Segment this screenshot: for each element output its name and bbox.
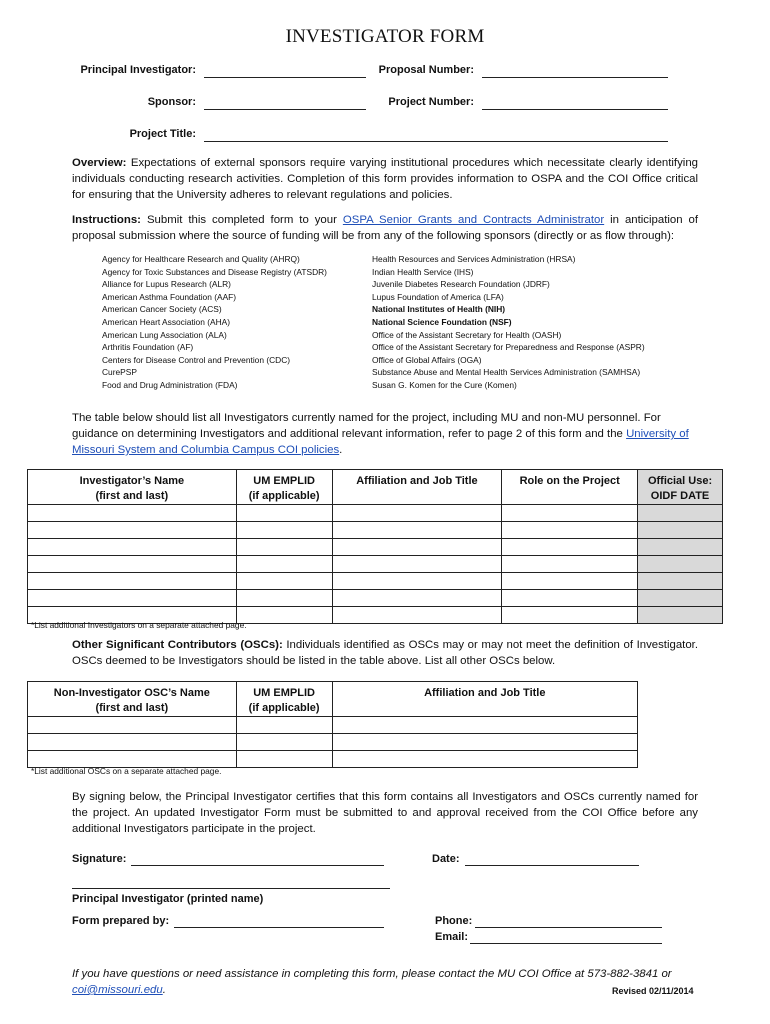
sponsor-item: Office of the Assistant Secretary for Health (OASH) bbox=[372, 329, 562, 340]
certification-paragraph: By signing below, the Principal Investigator certifies that this form contains all Investigators and OSCs currently named for the project. An updated Investigator Form must be submitted to and approval received from the COI Office before any additional Investigators participate in the project. bbox=[72, 791, 698, 835]
cell[interactable] bbox=[502, 573, 638, 590]
sponsor-item: Office of Global Affairs (OGA) bbox=[372, 354, 482, 365]
sponsor-item: Arthritis Foundation (AF) bbox=[102, 342, 194, 353]
cell bbox=[638, 556, 723, 573]
footer-end: . bbox=[162, 984, 166, 996]
cell[interactable] bbox=[28, 717, 237, 734]
cell[interactable] bbox=[502, 590, 638, 607]
pi-printed-name-label: Principal Investigator (printed name) bbox=[72, 893, 264, 905]
cell[interactable] bbox=[236, 573, 332, 590]
osc-heading: Other Significant Contributors (OSCs): bbox=[72, 639, 283, 651]
sponsor-item: Agency for Toxic Substances and Disease Registry (ATSDR) bbox=[102, 266, 327, 277]
sponsor-item: National Institutes of Health (NIH) bbox=[372, 304, 506, 315]
cell bbox=[638, 522, 723, 539]
investigator-table bbox=[27, 469, 723, 624]
cell[interactable] bbox=[28, 751, 237, 768]
table-row bbox=[28, 539, 723, 556]
form-prepared-by-field[interactable] bbox=[174, 927, 384, 928]
cell[interactable] bbox=[236, 717, 332, 734]
sponsor-field[interactable] bbox=[204, 109, 366, 110]
ospa-administrator-link[interactable]: OSPA Senior Grants and Contracts Administrator bbox=[342, 214, 605, 226]
osc-text: Individuals identified as OSCs may or may not meet the definition of Investigator. OSCs deemed to be Investigators should be listed in the table above. List all other OSCs below. bbox=[72, 639, 698, 667]
col-role: Role on the Project bbox=[502, 470, 638, 505]
cell[interactable] bbox=[502, 539, 638, 556]
osc-table-note: *List additional OSCs on a separate attached page. bbox=[31, 766, 222, 776]
sponsor-item: Agency for Healthcare Research and Quality (AHRQ) bbox=[102, 254, 300, 264]
sponsor-item: American Heart Association (AHA) bbox=[102, 316, 230, 327]
phone-field[interactable] bbox=[475, 927, 662, 928]
osc-table bbox=[27, 681, 638, 768]
col-osc-emplid: UM EMPLID (if applicable) bbox=[236, 682, 332, 717]
table-row bbox=[28, 717, 638, 734]
sponsor-label: Sponsor: bbox=[147, 96, 196, 108]
sponsor-list-left bbox=[102, 253, 327, 392]
sponsor-item: American Lung Association (ALA) bbox=[102, 329, 227, 340]
cell[interactable] bbox=[332, 590, 502, 607]
table-row bbox=[28, 556, 723, 573]
cell[interactable] bbox=[332, 505, 502, 522]
sponsor-item: CurePSP bbox=[102, 367, 137, 378]
table-intro-paragraph bbox=[72, 410, 698, 458]
proposal-number-field[interactable] bbox=[482, 77, 668, 78]
date-label: Date: bbox=[432, 853, 460, 865]
cell[interactable] bbox=[502, 522, 638, 539]
sponsor-item: American Asthma Foundation (AAF) bbox=[102, 291, 237, 302]
sponsor-item: Juvenile Diabetes Research Foundation (JDRF) bbox=[372, 279, 550, 290]
table-row bbox=[28, 573, 723, 590]
table-row bbox=[28, 734, 638, 751]
date-field[interactable] bbox=[465, 865, 639, 866]
table-row bbox=[28, 505, 723, 522]
table-row bbox=[28, 751, 638, 768]
sponsor-item: Food and Drug Administration (FDA) bbox=[102, 379, 238, 390]
osc-table-header bbox=[28, 682, 638, 717]
cell bbox=[638, 539, 723, 556]
instructions-paragraph bbox=[72, 212, 698, 244]
sponsor-item: Indian Health Service (IHS) bbox=[372, 266, 474, 277]
col-osc-name: Non-Investigator OSC’s Name (first and last) bbox=[28, 682, 237, 717]
email-label: Email: bbox=[435, 931, 469, 943]
cell[interactable] bbox=[28, 522, 237, 539]
cell[interactable] bbox=[236, 751, 332, 768]
col-um-emplid: UM EMPLID (if applicable) bbox=[236, 470, 332, 505]
cell[interactable] bbox=[236, 734, 332, 751]
cell[interactable] bbox=[332, 734, 637, 751]
investigator-table-note: *List additional Investigators on a separate attached page. bbox=[31, 620, 247, 630]
sponsor-item: Office of the Assistant Secretary for Preparedness and Response (ASPR) bbox=[372, 342, 645, 353]
cell bbox=[638, 607, 723, 624]
cell[interactable] bbox=[332, 522, 502, 539]
revised-date: Revised 02/11/2014 bbox=[612, 986, 694, 996]
cell[interactable] bbox=[28, 573, 237, 590]
sponsor-item: Substance Abuse and Mental Health Services Administration (SAMHSA) bbox=[372, 367, 641, 378]
table-row bbox=[28, 522, 723, 539]
cell[interactable] bbox=[236, 522, 332, 539]
footer-text: If you have questions or need assistance in completing this form, please contact the MU COI Office at 573-882-3841 or bbox=[72, 968, 672, 980]
cell[interactable] bbox=[28, 539, 237, 556]
cell[interactable] bbox=[28, 734, 237, 751]
cell[interactable] bbox=[502, 556, 638, 573]
cell[interactable] bbox=[332, 607, 502, 624]
col-investigator-name: Investigator’s Name (first and last) bbox=[28, 470, 237, 505]
sponsor-list-right bbox=[372, 253, 645, 392]
instructions-heading: Instructions: bbox=[72, 214, 141, 226]
page-title: INVESTIGATOR FORM bbox=[285, 26, 485, 47]
instructions-text-after: in anticipation of proposal submission where the source of funding will be from any of the following sponsors (directly or as flow through): bbox=[72, 214, 699, 242]
proposal-number-label: Proposal Number: bbox=[378, 64, 474, 76]
sponsor-item: Centers for Disease Control and Prevention (CDC) bbox=[102, 354, 291, 365]
email-field[interactable] bbox=[470, 943, 662, 944]
phone-label: Phone: bbox=[435, 915, 473, 927]
table-row bbox=[28, 590, 723, 607]
pi-printed-name-field[interactable] bbox=[72, 888, 390, 889]
cell[interactable] bbox=[236, 590, 332, 607]
cell[interactable] bbox=[332, 751, 637, 768]
cell[interactable] bbox=[332, 717, 637, 734]
cell[interactable] bbox=[332, 573, 502, 590]
pi-label: Principal Investigator: bbox=[80, 64, 196, 76]
project-title-field[interactable] bbox=[204, 141, 668, 142]
pi-field[interactable] bbox=[204, 77, 366, 78]
overview-text: Expectations of external sponsors require varying institutional procedures which necessitate clearly identifying individuals conducting research activities. Completion of this form provides information to OSPA and the COI Office critical for ensuring that the University adheres to relevant regulations and policies. bbox=[72, 157, 698, 201]
project-number-field[interactable] bbox=[482, 109, 668, 110]
cell[interactable] bbox=[236, 556, 332, 573]
sponsor-item: American Cancer Society (ACS) bbox=[102, 304, 222, 315]
cell bbox=[638, 505, 723, 522]
sponsor-item: National Science Foundation (NSF) bbox=[372, 316, 512, 327]
sponsor-item: Alliance for Lupus Research (ALR) bbox=[102, 279, 231, 290]
signature-field[interactable] bbox=[131, 865, 384, 866]
col-affiliation: Affiliation and Job Title bbox=[332, 470, 502, 505]
project-title-label: Project Title: bbox=[129, 128, 196, 140]
cell[interactable] bbox=[28, 590, 237, 607]
cell[interactable] bbox=[502, 505, 638, 522]
coi-policies-link[interactable]: University of Missouri System and Columbia Campus COI policies bbox=[72, 428, 689, 456]
cell bbox=[638, 573, 723, 590]
cell[interactable] bbox=[28, 556, 237, 573]
overview-heading: Overview: bbox=[72, 157, 127, 169]
osc-paragraph bbox=[72, 637, 698, 669]
sponsor-item: Lupus Foundation of America (LFA) bbox=[372, 291, 504, 302]
cell[interactable] bbox=[502, 607, 638, 624]
overview-paragraph bbox=[72, 155, 698, 203]
coi-email-link[interactable]: coi@missouri.edu bbox=[72, 984, 163, 996]
cell[interactable] bbox=[236, 505, 332, 522]
table-intro-text: The table below should list all Investigators currently named for the project, including MU and non-MU personnel. For guidance on determining Investigators and additional relevant information, refer to page 2 of this form and the bbox=[72, 412, 661, 440]
sponsor-item: Susan G. Komen for the Cure (Komen) bbox=[372, 379, 517, 390]
cell[interactable] bbox=[236, 539, 332, 556]
sponsor-item: Health Resources and Services Administration (HRSA) bbox=[372, 254, 576, 264]
cell[interactable] bbox=[332, 556, 502, 573]
project-number-label: Project Number: bbox=[388, 96, 474, 108]
col-official-use: Official Use: OIDF DATE bbox=[638, 470, 723, 505]
form-prepared-by-label: Form prepared by: bbox=[72, 915, 170, 927]
table-intro-end: . bbox=[339, 444, 343, 456]
col-osc-affiliation: Affiliation and Job Title bbox=[332, 682, 637, 717]
instructions-text-before: Submit this completed form to your bbox=[146, 214, 337, 226]
cell[interactable] bbox=[236, 607, 332, 624]
investigator-table-header bbox=[28, 470, 723, 505]
cell[interactable] bbox=[332, 539, 502, 556]
cell bbox=[638, 590, 723, 607]
signature-label: Signature: bbox=[72, 853, 127, 865]
cell[interactable] bbox=[28, 505, 237, 522]
